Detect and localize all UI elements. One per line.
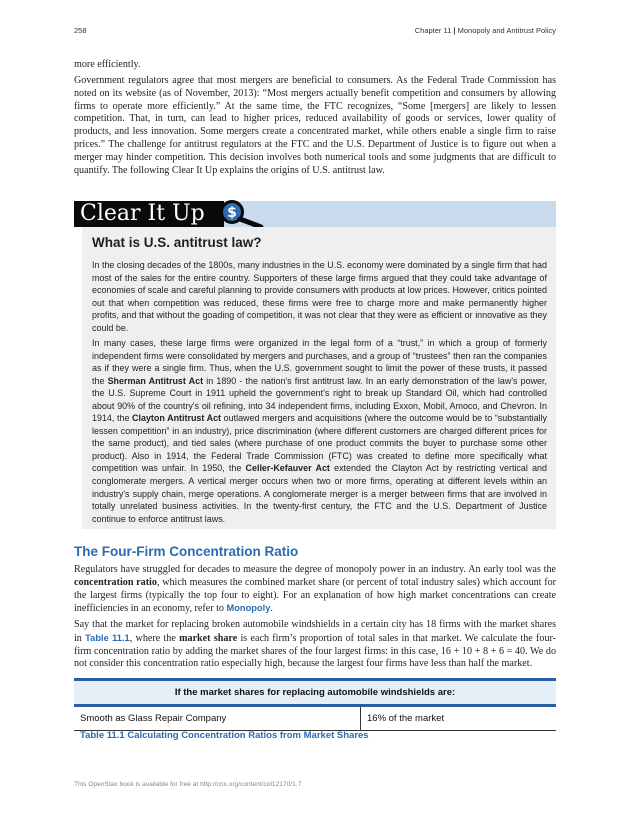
table-11-1-link[interactable]: Table 11.1 (85, 632, 130, 643)
term-concentration-ratio: concentration ratio (74, 576, 157, 588)
market-share-table (74, 678, 556, 731)
clear-it-up-paragraph-1: In the closing decades of the 1800s, many industries in the U.S. economy were dominated by a single firm that had most of the sales for the entire country. Supporters of these large firms argued that they could take advantage of economies of scale and careful planning to provide consumers with products at low prices. However, critics pointed out that when competition was reduced, these firms were free to charge more and make permanently higher profits, and that without the goading of competition, it was not clear that they were as efficient or innovative as they could be. (92, 260, 547, 333)
table-caption: Table 11.1 Calculating Concentration Ratios from Market Shares (80, 730, 369, 741)
table-row (74, 706, 556, 731)
clear-it-up-title: Clear It Up (80, 201, 205, 226)
footer-note: This OpenStax book is available for free at http://cnx.org/content/col12170/1.7 (74, 781, 302, 788)
paragraph-continued: more efficiently. (74, 59, 141, 70)
term-clayton-act: Clayton Antitrust Act (132, 413, 222, 424)
clear-it-up-panel (82, 227, 556, 529)
table-cell-firm: Smooth as Glass Repair Company (74, 706, 361, 731)
clear-it-up-paragraph-2: In many cases, these large firms were organized in the legal form of a “trust,” in which a group of formerly independent firms were consolidated by mergers and purchases, and a group of “trustees” then ran the companies as if they were a single firm. Thus, when the U.S. government sought to limit the power of these trusts, it passed the Sherman Antitrust Act in 1890 - the nation's first antitrust law. In an early demonstration of the law's power, the U.S. Supreme Court in 1911 upheld the government's right to break up Standard Oil, which had controlled about 90% of the country's oil refining, into 34 independent firms, including Exxon, Mobil, Amoco, and Chevron. In 1914, the Clayton Antitrust Act outlawed mergers and acquisitions (where the outcome would be to “substantially lessen competition” in an industry), price discrimination (where different customers are charged different prices for the same product), and tied sales (where purchase of one product commits the buyer to purchase some other product). Also in 1914, the Federal Trade Commission (FTC) was created to define more specifically what competition was unfair. In 1950, the Celler-Kefauver Act extended the Clayton Act by restricting vertical and conglomerate mergers. A vertical merger occurs when two or more firms, operating at different levels within an industry's supply chain, merge operations. A conglomerate merger is a merger between firms that are involved in totally unrelated business activities. In the twenty-first century, the FTC and the U.S. Department of Justice continue to enforce antitrust laws. (92, 338, 547, 524)
term-sherman-act: Sherman Antitrust Act (107, 375, 204, 386)
clear-it-up-question: What is U.S. antitrust law? (92, 235, 262, 250)
term-market-share: market share (179, 632, 238, 644)
dollar-magnifier-icon (215, 199, 267, 229)
section-heading: The Four-Firm Concentration Ratio (74, 544, 299, 559)
dollar-sign: $ (227, 205, 237, 221)
running-head (415, 26, 556, 35)
table-cell-share: 16% of the market (361, 706, 557, 731)
page-number: 258 (74, 26, 87, 35)
chapter-label: Chapter 11 (414, 26, 452, 35)
paragraph-concentration: Regulators have struggled for decades to measure the degree of monopoly power in an industry. An early tool was the concentration ratio, which measures the combined market share (or percent of total industry sales) which account for the largest firms (typically the top four to eight). For an explanation of how high market concentrations can create inefficiencies in an economy, refer to Monopoly. (74, 564, 556, 615)
paragraph-windshields: Say that the market for replacing broken automobile windshields in a certain city has 18 firms with the market shares in Table 11.1, where the market share is each firm’s proportion of total sales in that market. We calculate the four-firm concentration ratio by adding the market shares of the four largest firms: in this case, 16 + 10 + 8 + 6 = 40. We do not consider this concentration ratio especially high, because the largest four firms have less than half the market. (74, 619, 557, 670)
running-head-separator: | (453, 26, 456, 35)
paragraph-regulators: Government regulators agree that most mergers are beneficial to consumers. As the Federal Trade Commission has noted on its website (as of November, 2013): “Most mergers actually benefit competition and consumers by allowing firms to operate more efficiently.” At the same time, the FTC recognizes, “Some [mergers] are likely to lessen competition. That, in turn, can lead to higher prices, reduced availability of goods or services, lower quality of products, and less innovation. Some mergers create a concentrated market, while others enable a single firm to raise prices.” The challenge for antitrust regulators at the FTC and the U.S. Department of Justice is to figure out when a merger may hinder competition. This decision involves both numerical tools and some judgments that are difficult to quantify. The following Clear It Up explains the origins of U.S. antitrust law. (74, 75, 556, 176)
chapter-title: Monopoly and Antitrust Policy (457, 26, 556, 35)
table-header: If the market shares for replacing automobile windshields are: (74, 680, 556, 706)
term-celler-kefauver-act: Celler-Kefauver Act (245, 463, 330, 474)
clear-it-up-box (74, 199, 556, 529)
monopoly-link[interactable]: Monopoly (226, 603, 271, 614)
